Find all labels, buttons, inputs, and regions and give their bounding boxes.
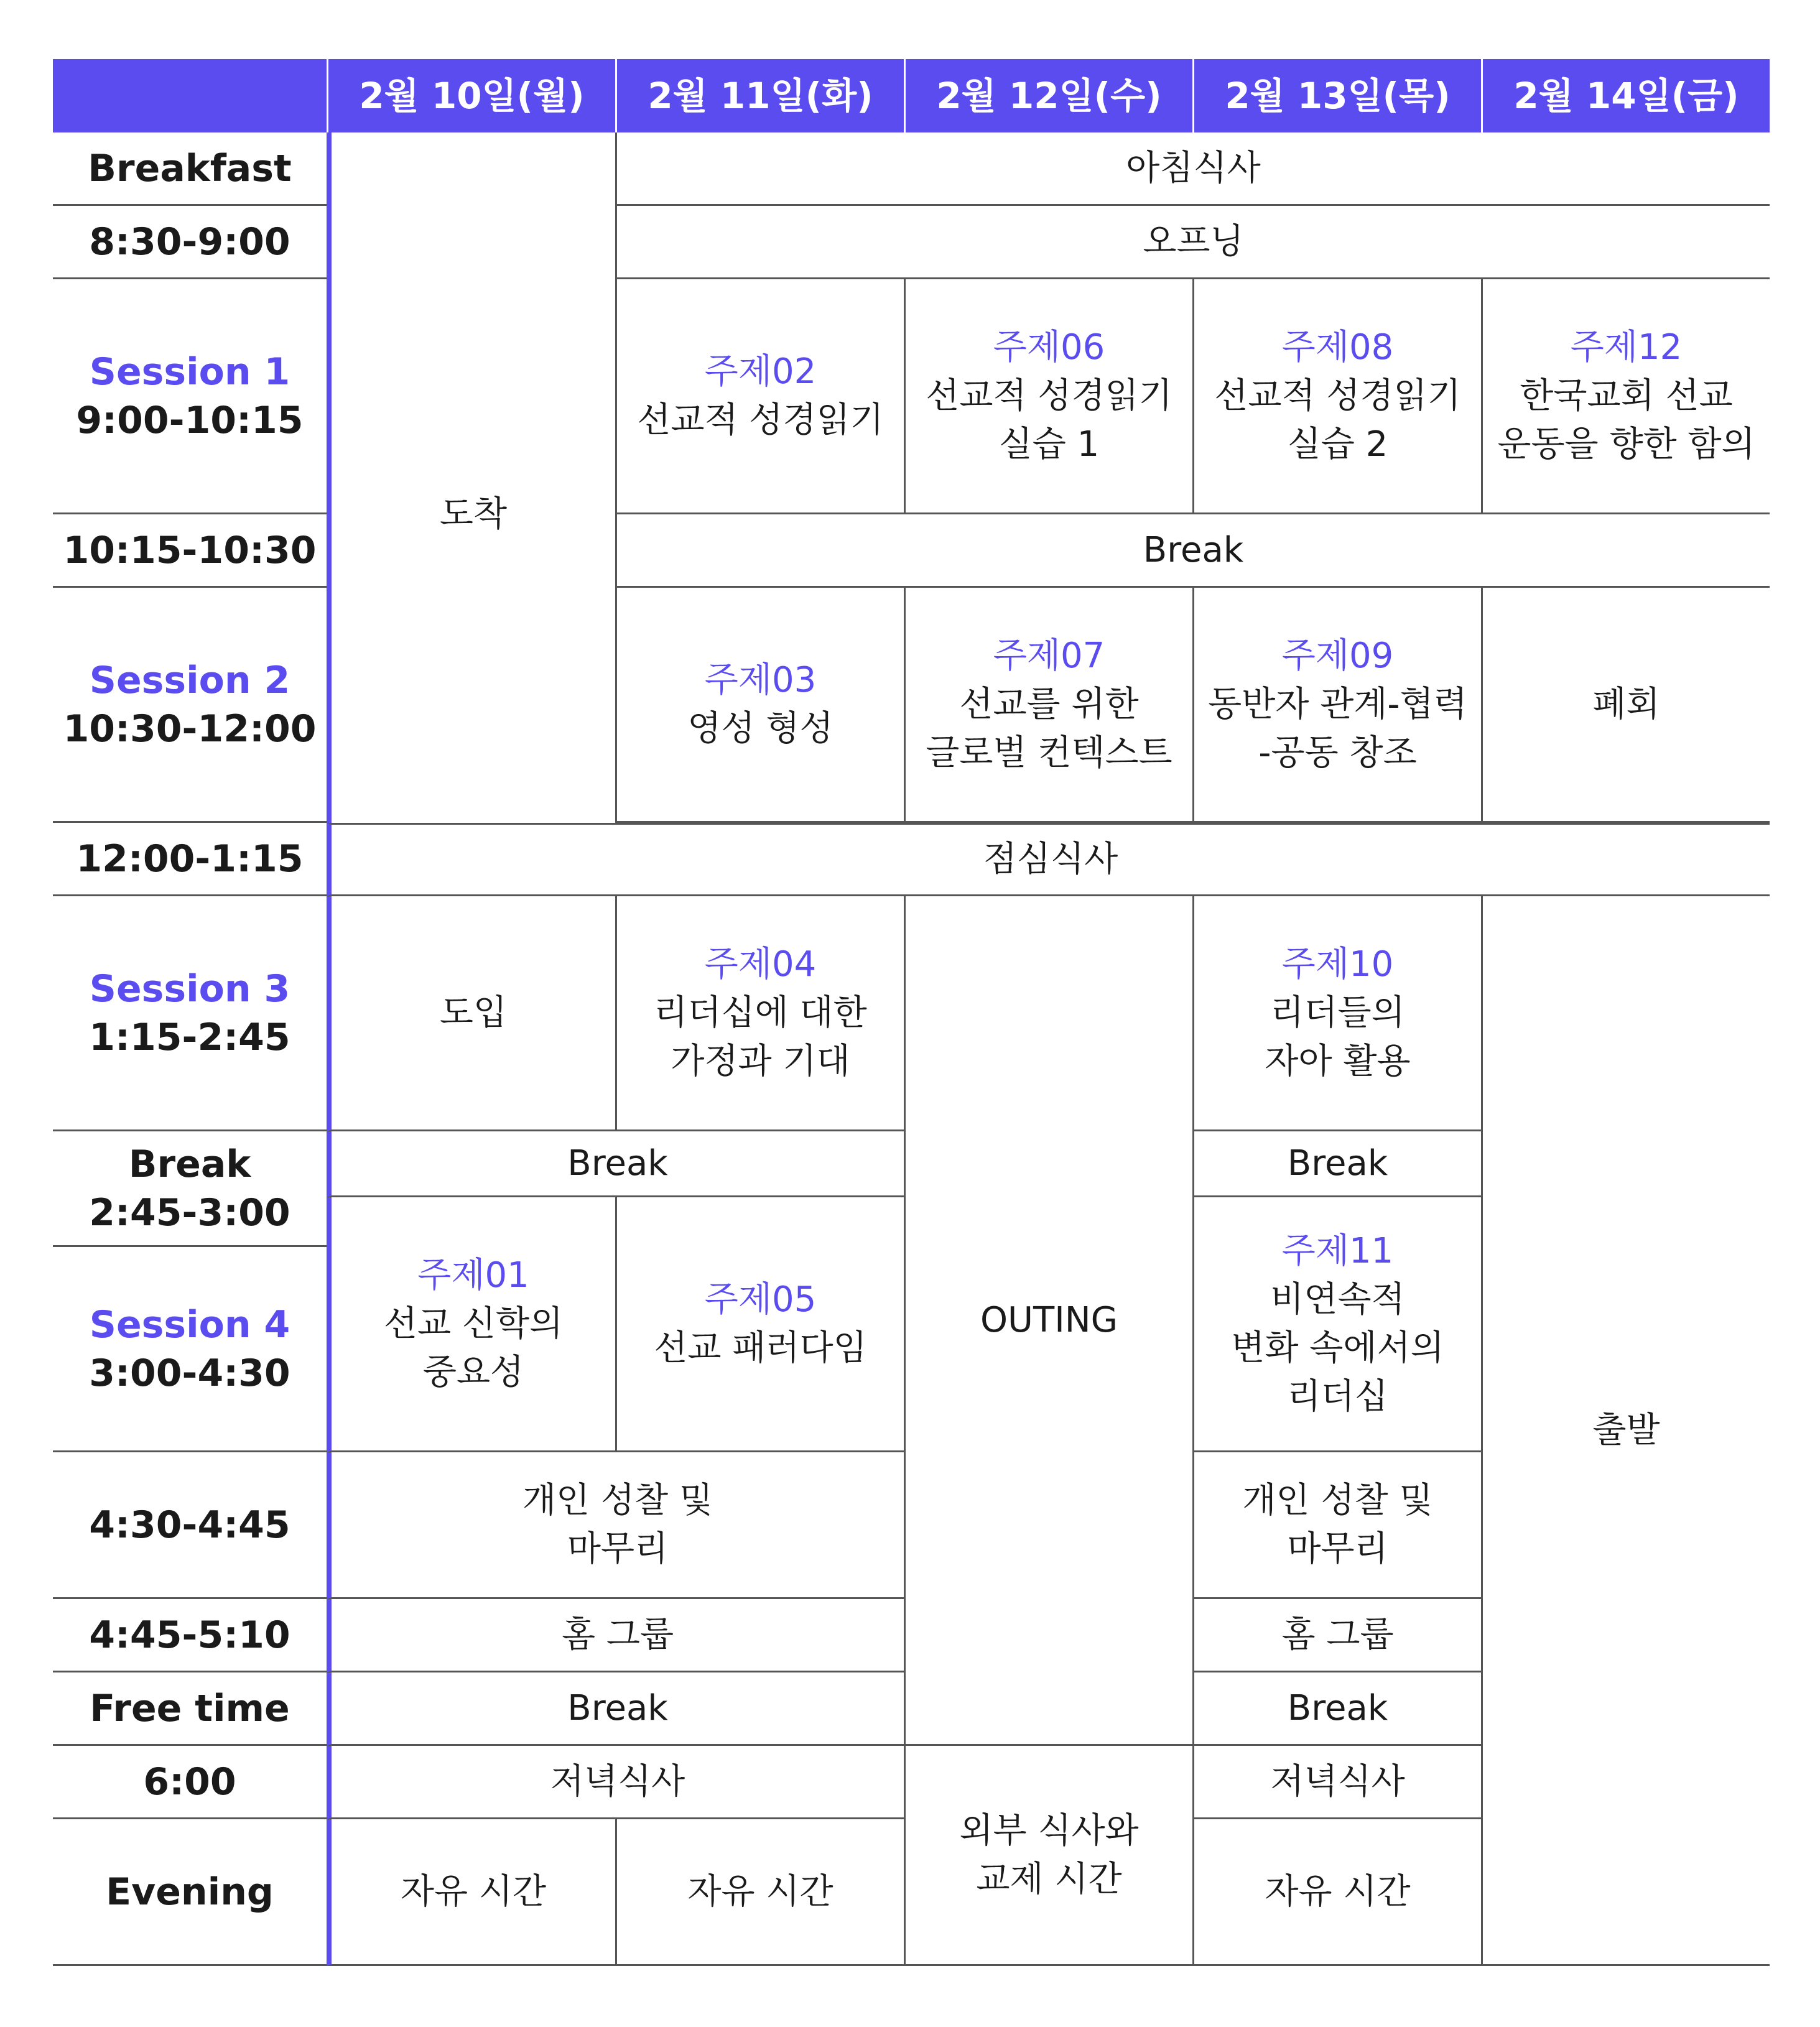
cell-outing xyxy=(904,896,1192,1746)
session-time: 3:00-4:30 xyxy=(89,1351,290,1395)
cell-lunch xyxy=(327,823,1770,896)
topic-number: 주제05 xyxy=(704,1279,817,1320)
topic-title: 글로벌 컨텍스트 xyxy=(926,732,1172,773)
cell-text: 마무리 xyxy=(1287,1528,1388,1569)
topic-title: 실습 1 xyxy=(998,424,1100,465)
label-dinner xyxy=(53,1746,327,1819)
cell-text: 자유 시간 xyxy=(400,1871,547,1912)
cell-free-break-thu xyxy=(1192,1672,1481,1746)
topic-title: 리더들의 xyxy=(1270,992,1405,1033)
label-text: 4:45-5:10 xyxy=(89,1613,290,1657)
topic-title: 선교 패러다임 xyxy=(654,1327,867,1368)
cell-text: Break xyxy=(1287,1143,1388,1184)
cell-homegroup-thu xyxy=(1192,1599,1481,1672)
cell-opening xyxy=(615,206,1770,279)
label-time: 2:45-3:00 xyxy=(89,1190,290,1235)
label-lunch xyxy=(53,823,327,896)
session-name: Session 2 xyxy=(89,658,290,702)
label-session-4 xyxy=(53,1247,327,1452)
cell-break-morning xyxy=(615,514,1770,588)
topic-title: 선교적 성경읽기 xyxy=(1214,375,1461,416)
cell-topic-10 xyxy=(1192,896,1481,1131)
cell-dinner-out xyxy=(904,1746,1192,1966)
topic-number: 주제12 xyxy=(1570,327,1683,368)
label-text: 10:15-10:30 xyxy=(63,528,317,572)
cell-topic-11 xyxy=(1192,1197,1481,1452)
header-day-mon: 2월 10일(월) xyxy=(327,59,615,132)
cell-free-mon xyxy=(327,1819,615,1966)
topic-number: 주제09 xyxy=(1281,635,1394,676)
cell-text: Break xyxy=(567,1143,668,1184)
session-name: Session 3 xyxy=(89,967,290,1011)
topic-title: 한국교회 선교 xyxy=(1520,375,1733,416)
topic-title: 선교적 성경읽기 xyxy=(637,399,884,440)
topic-title: 선교를 위한 xyxy=(959,684,1139,725)
label-session-3 xyxy=(53,896,327,1131)
cell-text: Break xyxy=(567,1687,668,1728)
cell-closing xyxy=(1481,588,1770,823)
topic-title: 운동을 향한 함의 xyxy=(1497,424,1755,465)
cell-text: 자유 시간 xyxy=(1265,1871,1411,1912)
label-homegroup xyxy=(53,1599,327,1672)
topic-title: 영성 형성 xyxy=(687,708,833,749)
label-evening xyxy=(53,1819,327,1966)
cell-topic-07 xyxy=(904,588,1192,823)
topic-number: 주제07 xyxy=(993,635,1105,676)
cell-reflection-mon-tue xyxy=(327,1452,904,1599)
cell-text: 아침식사 xyxy=(1126,147,1261,188)
topic-number: 주제02 xyxy=(704,351,817,392)
session-name: Session 4 xyxy=(89,1302,290,1347)
topic-title: 비연속적 xyxy=(1270,1279,1405,1320)
cell-free-thu xyxy=(1192,1819,1481,1966)
label-text: 12:00-1:15 xyxy=(76,837,304,881)
topic-number: 주제08 xyxy=(1281,327,1394,368)
label-text: Break xyxy=(128,1142,251,1186)
topic-title: 선교 신학의 xyxy=(383,1303,564,1344)
label-break-2 xyxy=(53,1131,327,1247)
topic-title: 변화 속에서의 xyxy=(1231,1327,1444,1368)
cell-intro xyxy=(327,896,615,1131)
cell-text: 개인 성찰 및 xyxy=(1242,1480,1433,1521)
cell-topic-12 xyxy=(1481,279,1770,514)
cell-dinner-thu xyxy=(1192,1746,1481,1819)
cell-topic-04 xyxy=(615,896,904,1131)
topic-number: 주제04 xyxy=(704,944,817,985)
cell-text: 마무리 xyxy=(567,1528,669,1569)
topic-title: 자아 활용 xyxy=(1265,1041,1411,1082)
cell-homegroup-mon-tue xyxy=(327,1599,904,1672)
header-day-thu: 2월 13일(목) xyxy=(1192,59,1481,132)
label-free-time xyxy=(53,1672,327,1746)
cell-text: 저녁식사 xyxy=(1270,1761,1405,1802)
topic-title: 리더십에 대한 xyxy=(654,992,867,1033)
cell-breakfast xyxy=(615,132,1770,206)
topic-title: 실습 2 xyxy=(1287,424,1388,465)
cell-topic-02 xyxy=(615,279,904,514)
schedule-table xyxy=(53,59,1770,1966)
cell-text: 개인 성찰 및 xyxy=(522,1480,713,1521)
cell-text: 점심식사 xyxy=(983,839,1118,879)
label-text: 6:00 xyxy=(143,1760,236,1804)
label-text: 4:30-4:45 xyxy=(89,1503,290,1547)
topic-title: 중요성 xyxy=(422,1352,524,1393)
cell-free-break-mon-tue xyxy=(327,1672,904,1746)
session-name: Session 1 xyxy=(89,350,290,394)
label-session-2 xyxy=(53,588,327,823)
cell-topic-08 xyxy=(1192,279,1481,514)
header-day-fri: 2월 14일(금) xyxy=(1481,59,1770,132)
cell-topic-03 xyxy=(615,588,904,823)
session-time: 9:00-10:15 xyxy=(76,398,304,442)
cell-departure xyxy=(1481,896,1770,1966)
cell-topic-09 xyxy=(1192,588,1481,823)
cell-text: 자유 시간 xyxy=(687,1871,833,1912)
cell-text: 폐회 xyxy=(1592,684,1660,725)
header-day-wed: 2월 12일(수) xyxy=(904,59,1192,132)
topic-title: 선교적 성경읽기 xyxy=(926,375,1172,416)
cell-text: 저녁식사 xyxy=(550,1761,685,1802)
cell-text: 도착 xyxy=(439,494,508,534)
cell-text: 외부 식사와 xyxy=(959,1810,1139,1851)
label-session-1 xyxy=(53,279,327,514)
cell-arrival xyxy=(327,132,615,896)
label-text: 8:30-9:00 xyxy=(89,220,290,264)
header-corner xyxy=(53,59,327,132)
cell-break-afternoon-thu xyxy=(1192,1131,1481,1197)
label-text: Breakfast xyxy=(88,146,292,190)
cell-text: Break xyxy=(1143,529,1244,570)
topic-title: 리더십 xyxy=(1287,1376,1388,1417)
cell-text: 오프닝 xyxy=(1143,221,1244,262)
cell-text: 홈 그룹 xyxy=(1281,1614,1394,1655)
cell-topic-05 xyxy=(615,1197,904,1452)
topic-title: 동반자 관계-협력 xyxy=(1208,684,1467,725)
label-breakfast xyxy=(53,132,327,206)
label-opening xyxy=(53,206,327,279)
cell-free-tue xyxy=(615,1819,904,1966)
topic-number: 주제03 xyxy=(704,659,817,700)
topic-number: 주제06 xyxy=(993,327,1105,368)
cell-text: 도입 xyxy=(439,992,508,1033)
label-text: Evening xyxy=(106,1870,274,1914)
cell-text: OUTING xyxy=(980,1299,1118,1340)
cell-text: 홈 그룹 xyxy=(561,1614,674,1655)
topic-number: 주제01 xyxy=(417,1255,529,1296)
cell-reflection-thu xyxy=(1192,1452,1481,1599)
cell-text: 출발 xyxy=(1592,1409,1660,1450)
label-break-1 xyxy=(53,514,327,588)
topic-title: -공동 창조 xyxy=(1258,732,1417,773)
cell-text: 교제 시간 xyxy=(976,1858,1122,1899)
session-time: 1:15-2:45 xyxy=(89,1015,290,1059)
topic-title: 가정과 기대 xyxy=(671,1041,850,1082)
cell-text: Break xyxy=(1287,1687,1388,1728)
topic-number: 주제10 xyxy=(1281,944,1394,985)
session-time: 10:30-12:00 xyxy=(63,707,317,751)
label-text: Free time xyxy=(90,1686,290,1730)
cell-topic-01 xyxy=(327,1197,615,1452)
header-day-tue: 2월 11일(화) xyxy=(615,59,904,132)
cell-dinner-mon-tue xyxy=(327,1746,904,1819)
cell-break-afternoon-mon-tue xyxy=(327,1131,904,1197)
cell-topic-06 xyxy=(904,279,1192,514)
topic-number: 주제11 xyxy=(1281,1230,1394,1271)
label-reflection xyxy=(53,1452,327,1599)
